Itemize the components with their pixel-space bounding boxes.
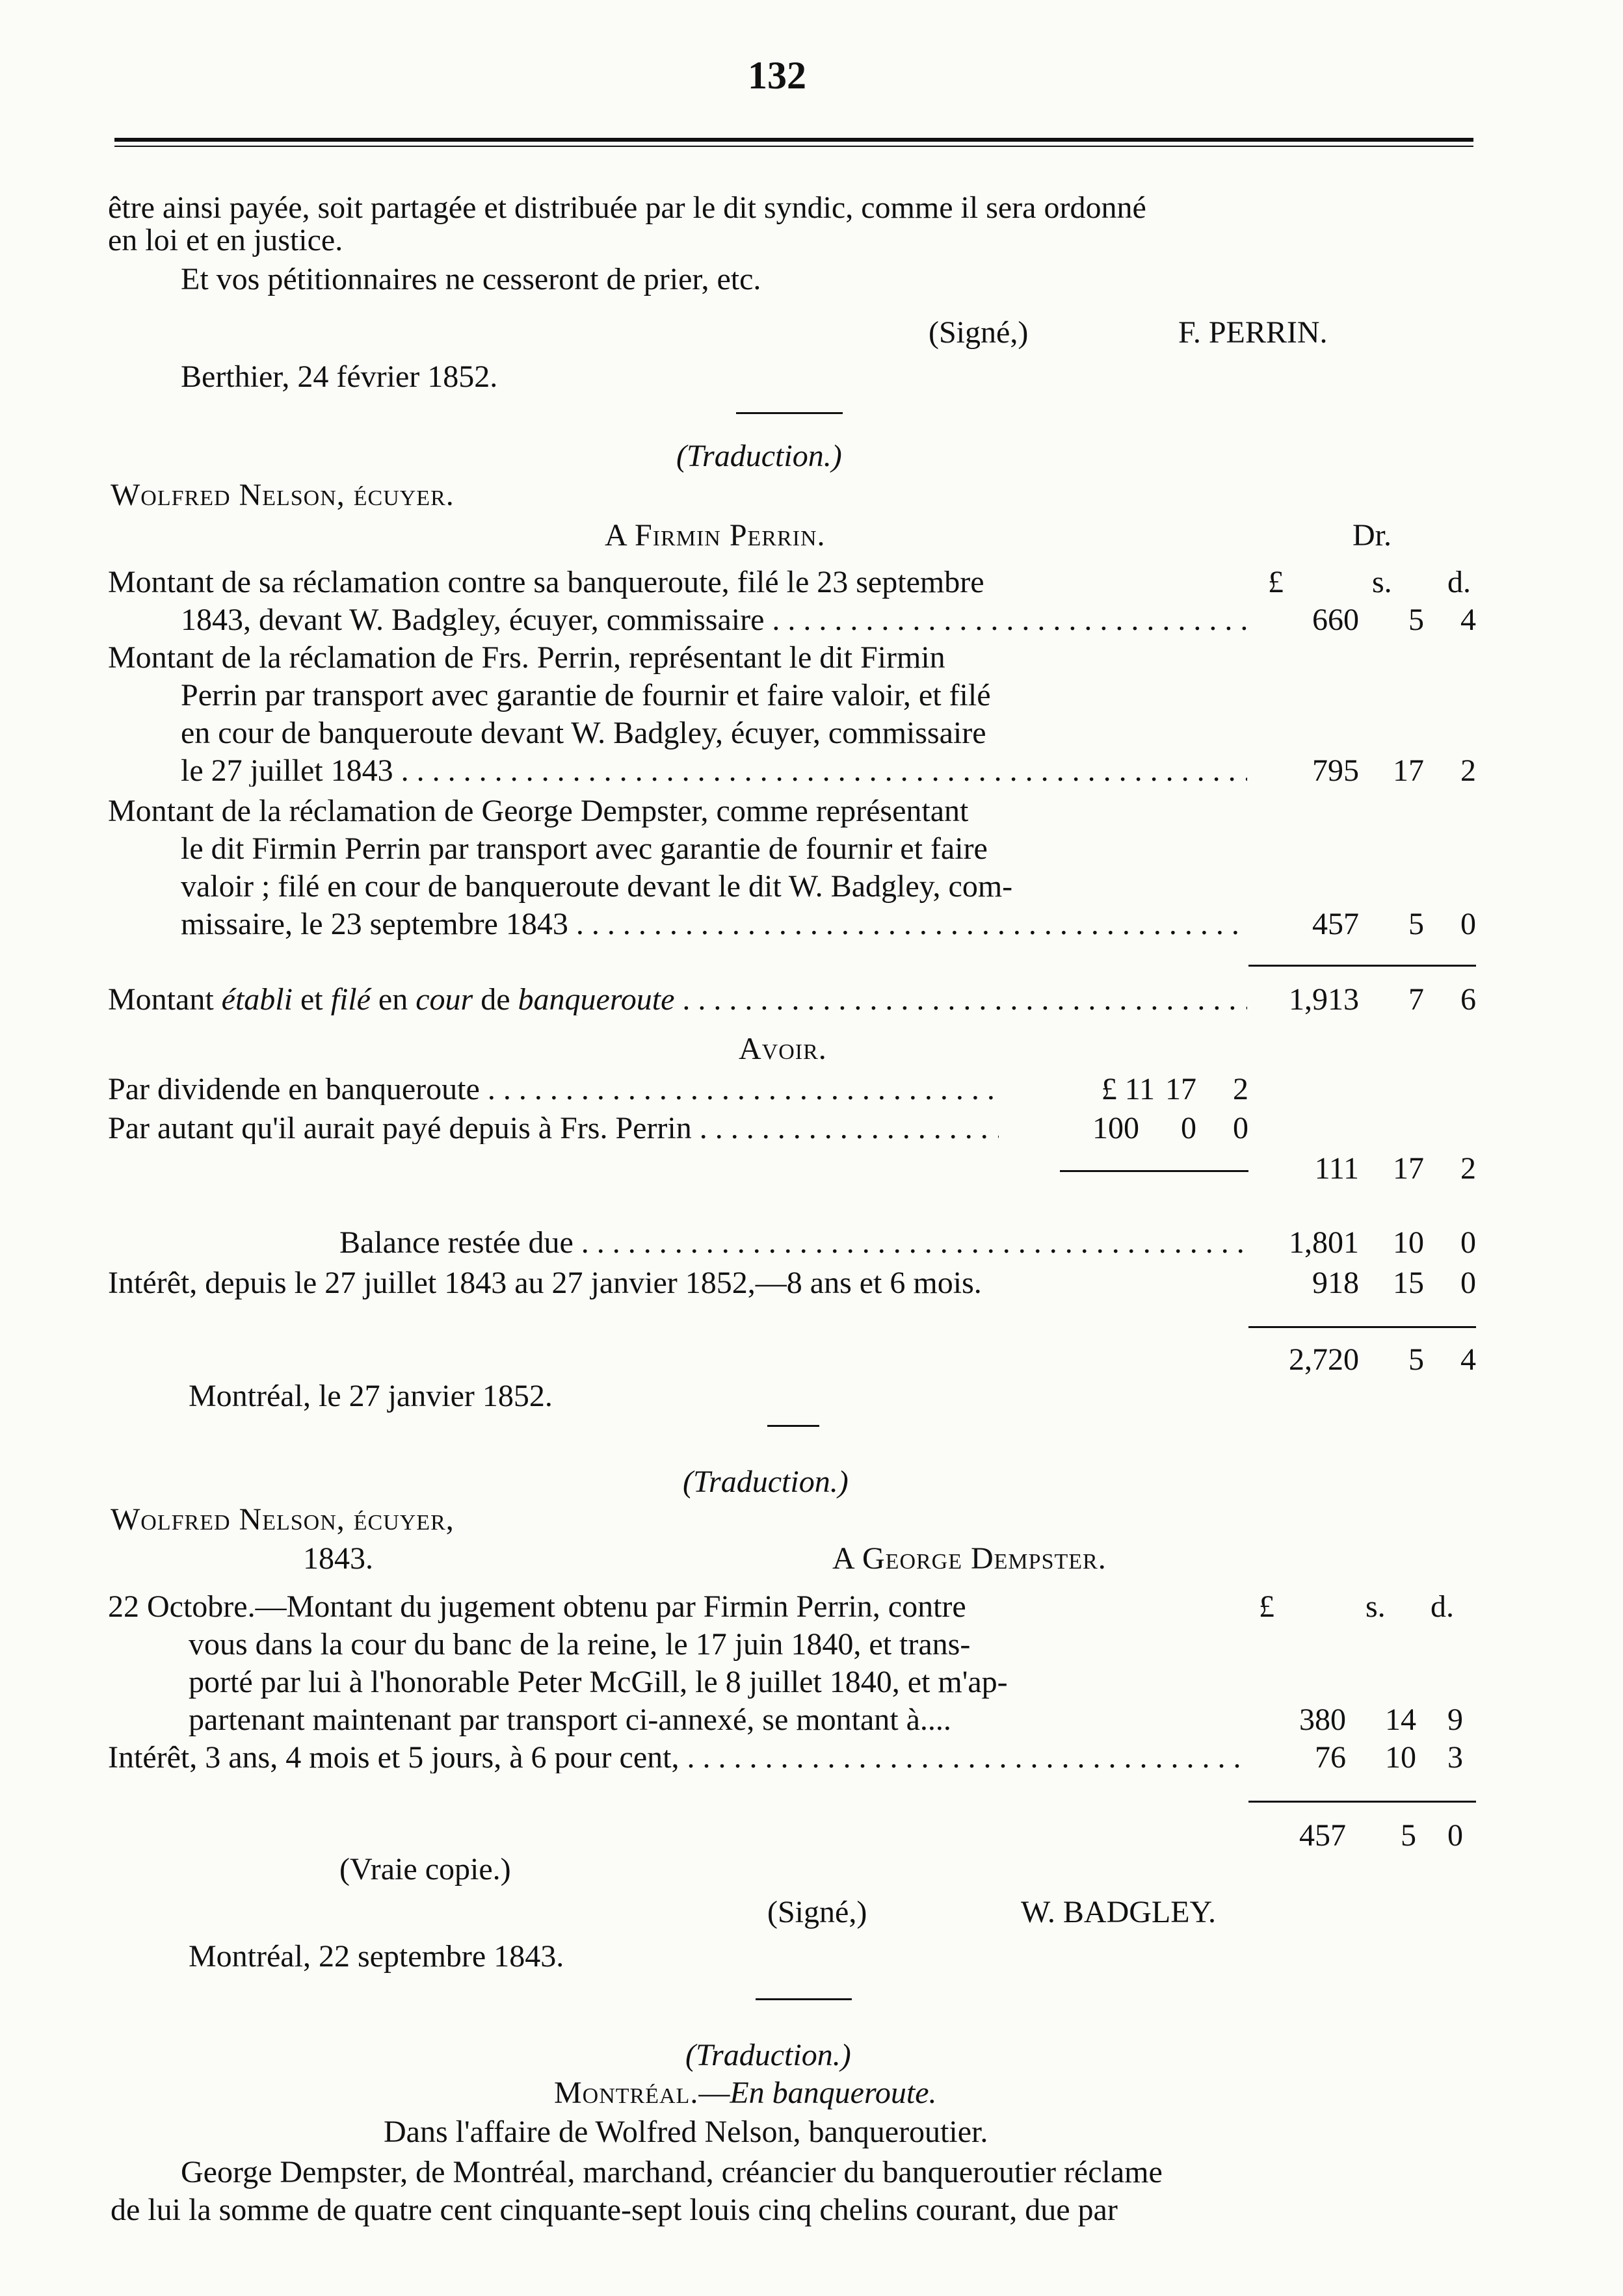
dempster-interest-shillings: 10 [1385,1740,1416,1775]
item-1-pounds: 660 [1312,603,1359,637]
petition-closing: Et vos pétitionnaires ne cesseront de prier, etc. [181,262,761,296]
dempster-total-pence: 0 [1447,1818,1463,1853]
sum-rule-3 [1248,1801,1476,1803]
dempster-interest-pounds: 76 [1315,1740,1346,1775]
item-3-line-2: le dit Firmin Perrin par transport avec garantie de fournir et faire [181,831,988,866]
item-2-shillings: 17 [1393,753,1424,788]
account-2-signed-label: (Signé,) [767,1895,867,1929]
dempster-total-pounds: 457 [1299,1818,1346,1853]
credit-total-pounds: 111 [1314,1151,1359,1186]
petition-signed-label: (Signé,) [929,315,1029,350]
item-3-pounds: 457 [1312,907,1359,941]
credit-rule [1060,1170,1248,1172]
paragraph-line-1: George Dempster, de Montréal, marchand, créancier du banqueroutier réclame [181,2155,1163,2189]
separator-rule-3 [756,1998,852,2000]
interest-pounds: 918 [1312,1266,1359,1300]
total-pence: 4 [1460,1342,1476,1377]
item-2-line-2: Perrin par transport avec garantie de fournir et faire valoir, et filé [181,678,991,712]
dempster-item-shillings: 14 [1385,1702,1416,1737]
total-pounds: 2,720 [1289,1342,1359,1377]
balance-shillings: 10 [1393,1225,1424,1260]
credit-1-pounds: £ 11 [1101,1072,1155,1106]
petition-place-date: Berthier, 24 février 1852. [181,359,498,394]
item-2-line-4: le 27 juillet 1843 . . . [181,755,1247,787]
credit-2-label: Par autant qu'il aurait payé depuis à Frs. Perrin . . . [108,1113,999,1144]
credit-total-shillings: 17 [1393,1151,1424,1186]
credit-total-pence: 2 [1460,1151,1476,1186]
translation-label-2: (Traduction.) [683,1465,849,1499]
header-rule-thin [114,146,1473,147]
credit-1-pence: 2 [1233,1072,1248,1106]
subtotal-label: Montant établi et filé en cour de banqueroute . . . [108,984,1247,1015]
currency-pound-header-2: £ [1259,1589,1274,1624]
translation-label: (Traduction.) [676,439,842,473]
dr-label: Dr. [1352,518,1392,553]
account-2-signer: W. BADGLEY. [1021,1895,1217,1929]
credit-1-shillings: 17 [1165,1072,1196,1106]
balance-pounds: 1,801 [1289,1225,1359,1260]
credit-2-shillings: 0 [1181,1111,1196,1145]
item-1-pence: 4 [1460,603,1476,637]
balance-pence: 0 [1460,1225,1476,1260]
bankruptcy-heading: Montréal.—En banqueroute. [554,2076,937,2110]
separator-rule-2 [767,1425,819,1427]
currency-pence-header: d. [1447,565,1471,599]
currency-pound-header: £ [1268,565,1284,599]
petition-signer: F. PERRIN. [1178,315,1328,350]
interest-shillings: 15 [1393,1266,1424,1300]
subtotal-pounds: 1,913 [1289,982,1359,1017]
sum-rule-2 [1248,1326,1476,1328]
subtotal-pence: 6 [1460,982,1476,1017]
account-2-year: 1843. [303,1541,373,1576]
balance-label: Balance restée due . . . [339,1227,1247,1259]
true-copy-label: (Vraie copie.) [339,1852,511,1886]
item-3-line-3: valoir ; filé en cour de banqueroute devant le dit W. Badgley, com- [181,869,1013,904]
dempster-item-pounds: 380 [1299,1702,1346,1737]
item-2-line-3: en cour de banqueroute devant W. Badgley, écuyer, commissaire [181,716,986,750]
debtor-name: Wolfred Nelson, écuyer. [111,478,455,512]
avoir-heading: Avoir. [739,1032,827,1066]
dempster-total-shillings: 5 [1401,1818,1416,1853]
dempster-item-line-2: vous dans la cour du banc de la reine, le 17 juin 1840, et trans- [189,1627,971,1662]
credit-1-label: Par dividende en banqueroute . . . [108,1074,999,1105]
petition-line-2: en loi et en justice. [108,223,343,257]
dempster-item-line-3: porté par lui à l'honorable Peter McGill, le 8 juillet 1840, et m'ap- [189,1665,1008,1699]
item-2-pence: 2 [1460,753,1476,788]
affair-line: Dans l'affaire de Wolfred Nelson, banqueroutier. [384,2115,988,2149]
creditor-name: A Firmin Perrin. [605,518,826,553]
item-3-line-1: Montant de la réclamation de George Dempster, comme représentant [108,794,969,828]
currency-shilling-header-2: s. [1366,1589,1386,1624]
item-2-pounds: 795 [1312,753,1359,788]
separator-rule-1 [736,412,843,414]
translation-label-3: (Traduction.) [685,2038,851,2072]
page-number: 132 [748,54,806,97]
account-1-place-date: Montréal, le 27 janvier 1852. [189,1379,553,1413]
credit-2-pounds: 100 [1092,1111,1139,1145]
dempster-item-line-4: partenant maintenant par transport ci-annexé, se montant à.... [189,1702,951,1737]
total-shillings: 5 [1408,1342,1424,1377]
subtotal-shillings: 7 [1408,982,1424,1017]
debtor-name-2: Wolfred Nelson, écuyer, [111,1502,455,1537]
item-1-line-1: Montant de sa réclamation contre sa banqueroute, filé le 23 septembre [108,565,984,599]
item-3-shillings: 5 [1408,907,1424,941]
currency-shilling-header: s. [1372,565,1392,599]
item-2-line-1: Montant de la réclamation de Frs. Perrin, représentant le dit Firmin [108,640,945,675]
item-3-pence: 0 [1460,907,1476,941]
dempster-interest-pence: 3 [1447,1740,1463,1775]
item-1-line-2: 1843, devant W. Badgley, écuyer, commissaire . . . [181,605,1247,636]
interest-pence: 0 [1460,1266,1476,1300]
currency-pence-header-2: d. [1431,1589,1454,1624]
item-3-line-4: missaire, le 23 septembre 1843 . . . [181,909,1247,940]
paragraph-line-2: de lui la somme de quatre cent cinquante-sept louis cinq chelins courant, due par [111,2193,1118,2227]
dempster-item-line-1: 22 Octobre.—Montant du jugement obtenu par Firmin Perrin, contre [108,1589,966,1624]
account-2-place-date: Montréal, 22 septembre 1843. [189,1939,564,1974]
header-rule-thick [114,138,1473,142]
creditor-name-2: A George Dempster. [832,1541,1107,1576]
interest-label: Intérêt, depuis le 27 juillet 1843 au 27 janvier 1852,—8 ans et 6 mois. [108,1266,982,1300]
credit-2-pence: 0 [1233,1111,1248,1145]
dempster-item-pence: 9 [1447,1702,1463,1737]
sum-rule-1 [1248,965,1476,967]
dempster-interest-label: Intérêt, 3 ans, 4 mois et 5 jours, à 6 pour cent, . . . [108,1742,1247,1773]
petition-line-1: être ainsi payée, soit partagée et distribuée par le dit syndic, comme il sera ordonné [108,190,1146,225]
item-1-shillings: 5 [1408,603,1424,637]
